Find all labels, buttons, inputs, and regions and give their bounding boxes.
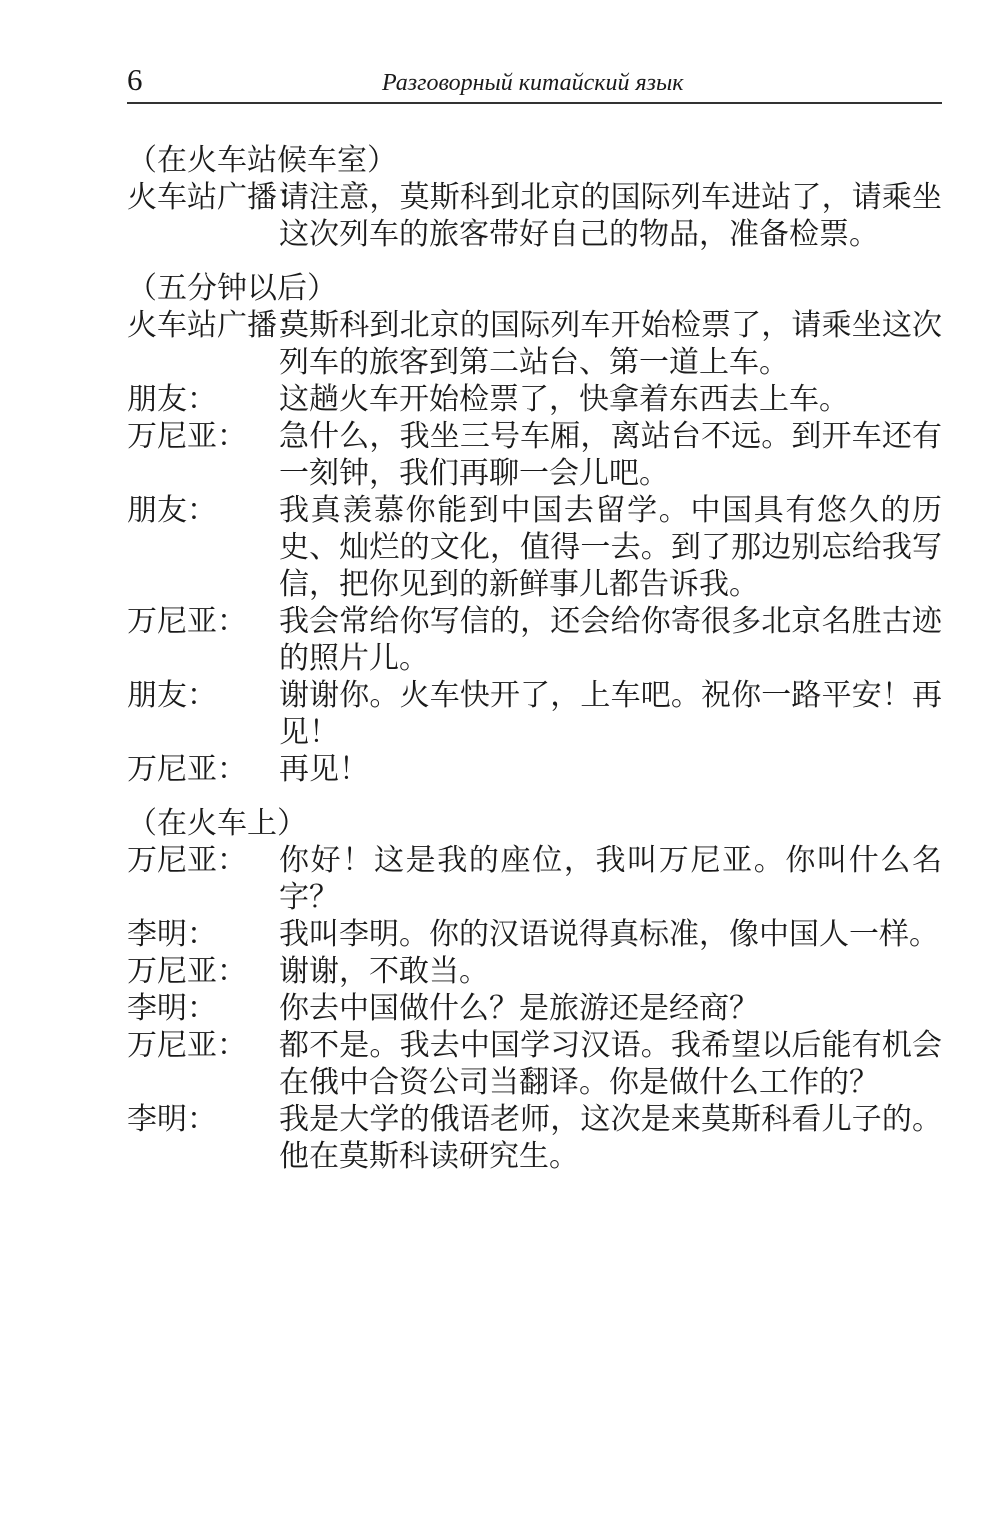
dialogue-line	[127, 307, 942, 381]
speech-text: 我是大学的俄语老师，这次是来莫斯科看儿子的。他在莫斯科读研究生。	[279, 1102, 942, 1174]
speaker-label: 火车站广播：	[127, 308, 307, 343]
dialogue-line	[127, 1027, 942, 1101]
scene-waiting-room	[127, 142, 942, 253]
dialogue-line	[127, 603, 942, 677]
dialogue-line	[127, 677, 942, 751]
speech-text: 莫斯科到北京的国际列车开始检票了，请乘坐这次列车的旅客到第二站台、第一道上车。	[279, 308, 942, 380]
speaker-label: 朋友：	[127, 382, 217, 417]
speech-text: 都不是。我去中国学习汉语。我希望以后能有机会在俄中合资公司当翻译。你是做什么工作的？	[279, 1028, 942, 1100]
speaker-label: 万尼亚：	[127, 843, 247, 878]
speaker-label: 万尼亚：	[127, 604, 247, 639]
dialogue-line	[127, 990, 942, 1027]
dialogue-text	[127, 142, 942, 1192]
speech-text: 谢谢你。火车快开了，上车吧。祝你一路平安！再见！	[279, 678, 942, 750]
speech-text: 我真羡慕你能到中国去留学。中国具有悠久的历史、灿烂的文化，值得一去。到了那边别忘给我写信，把你见到的新鲜事儿都告诉我。	[279, 493, 942, 602]
dialogue-line	[127, 842, 942, 916]
speaker-label: 李明：	[127, 991, 217, 1026]
dialogue-line	[127, 418, 942, 492]
stage-direction: （五分钟以后）	[127, 271, 337, 306]
speaker-label: 李明：	[127, 917, 217, 952]
speaker-label: 万尼亚：	[127, 752, 247, 787]
speech-text: 我叫李明。你的汉语说得真标准，像中国人一样。	[279, 917, 939, 952]
dialogue-line	[127, 916, 942, 953]
speaker-label: 万尼亚：	[127, 954, 247, 989]
speaker-label: 万尼亚：	[127, 419, 247, 454]
speaker-label: 万尼亚：	[127, 1028, 247, 1063]
dialogue-line	[127, 953, 942, 990]
speech-text: 你去中国做什么？是旅游还是经商？	[279, 991, 759, 1026]
speaker-label: 朋友：	[127, 493, 217, 528]
dialogue-line	[127, 1101, 942, 1175]
dialogue-line	[127, 751, 942, 788]
speech-text: 这趟火车开始检票了，快拿着东西去上车。	[279, 382, 849, 417]
speech-text: 谢谢，不敢当。	[279, 954, 489, 989]
speaker-label: 朋友：	[127, 678, 217, 713]
stage-direction: （在火车站候车室）	[127, 143, 397, 178]
speech-text: 急什么，我坐三号车厢，离站台不远。到开车还有一刻钟，我们再聊一会儿吧。	[279, 419, 942, 491]
scene-on-train	[127, 805, 942, 1175]
speaker-label: 李明：	[127, 1102, 217, 1137]
speech-text: 我会常给你写信的，还会给你寄很多北京名胜古迹的照片儿。	[279, 604, 942, 676]
scene-five-minutes-later	[127, 270, 942, 788]
dialogue-line	[127, 179, 942, 253]
page-number: 6	[127, 62, 143, 97]
dialogue-line	[127, 492, 942, 603]
speech-text: 你好！这是我的座位，我叫万尼亚。你叫什么名字？	[279, 843, 942, 915]
running-title: Разговорный китайский язык	[382, 70, 684, 96]
stage-direction: （在火车上）	[127, 806, 307, 841]
speaker-label: 火车站广播：	[127, 180, 307, 215]
page-header	[127, 62, 942, 104]
speech-text: 请注意，莫斯科到北京的国际列车进站了，请乘坐这次列车的旅客带好自己的物品，准备检票。	[279, 180, 942, 252]
speech-text: 再见！	[279, 752, 369, 787]
dialogue-line	[127, 381, 942, 418]
